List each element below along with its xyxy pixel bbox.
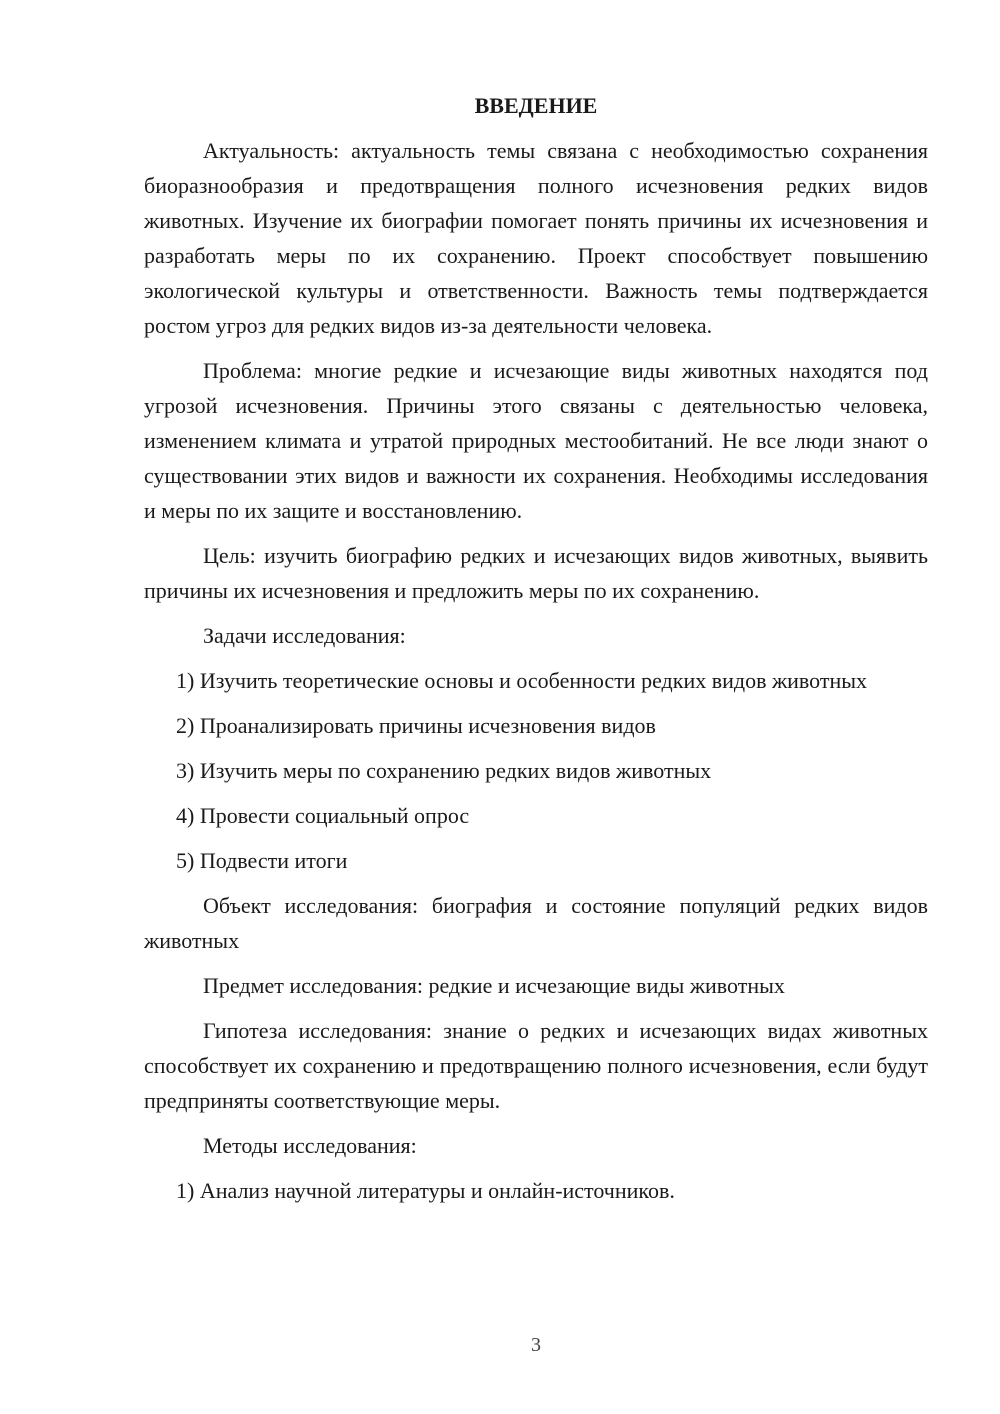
methods-list: [144, 1173, 928, 1208]
relevance-paragraph: Актуальность: актуальность темы связана с необходимостью сохранения биоразнообразия и предотвращения полного исчезновения редких видов животных. Изучение их биографии помогает понять причины их исчезновения и разработать меры по их сохранению. Проект способствует повышению экологической культуры и ответственности. Важность темы подтверждается ростом угроз для редких видов из-за деятельности человека.: [144, 138, 928, 338]
list-item: 5) Подвести итоги: [176, 848, 348, 873]
page-number: 3: [531, 1334, 541, 1356]
list-item: 1) Изучить теоретические основы и особенности редких видов животных: [176, 668, 868, 693]
goal-paragraph: Цель: изучить биографию редких и исчезающих видов животных, выявить причины их исчезновения и предложить меры по их сохранению.: [144, 543, 928, 603]
list-item: 4) Провести социальный опрос: [176, 803, 470, 828]
tasks-heading: Задачи исследования:: [203, 623, 406, 648]
tasks-list: [144, 663, 928, 878]
problem-paragraph: Проблема: многие редкие и исчезающие виды животных находятся под угрозой исчезновения. Причины этого связаны с деятельностью человека, изменением климата и утратой природных местообитаний. Не все люди знают о существовании этих видов и важности их сохранения. Необходимы исследования и меры по их защите и восстановлению.: [144, 358, 928, 523]
list-item: 2) Проанализировать причины исчезновения видов: [176, 713, 656, 738]
list-item: 3) Изучить меры по сохранению редких видов животных: [176, 758, 712, 783]
object-paragraph: Объект исследования: биография и состояние популяций редких видов животных: [144, 893, 928, 953]
methods-heading: Методы исследования:: [203, 1133, 417, 1158]
page-title: ВВЕДЕНИЕ: [474, 93, 598, 118]
list-item: 1) Анализ научной литературы и онлайн-источников.: [176, 1178, 675, 1203]
subject-paragraph: Предмет исследования: редкие и исчезающие виды животных: [203, 973, 785, 998]
hypothesis-paragraph: Гипотеза исследования: знание о редких и исчезающих видах животных способствует их сохранению и предотвращению полного исчезновения, если будут предприняты соответствующие меры.: [144, 1018, 928, 1113]
document-body: [144, 88, 928, 1218]
